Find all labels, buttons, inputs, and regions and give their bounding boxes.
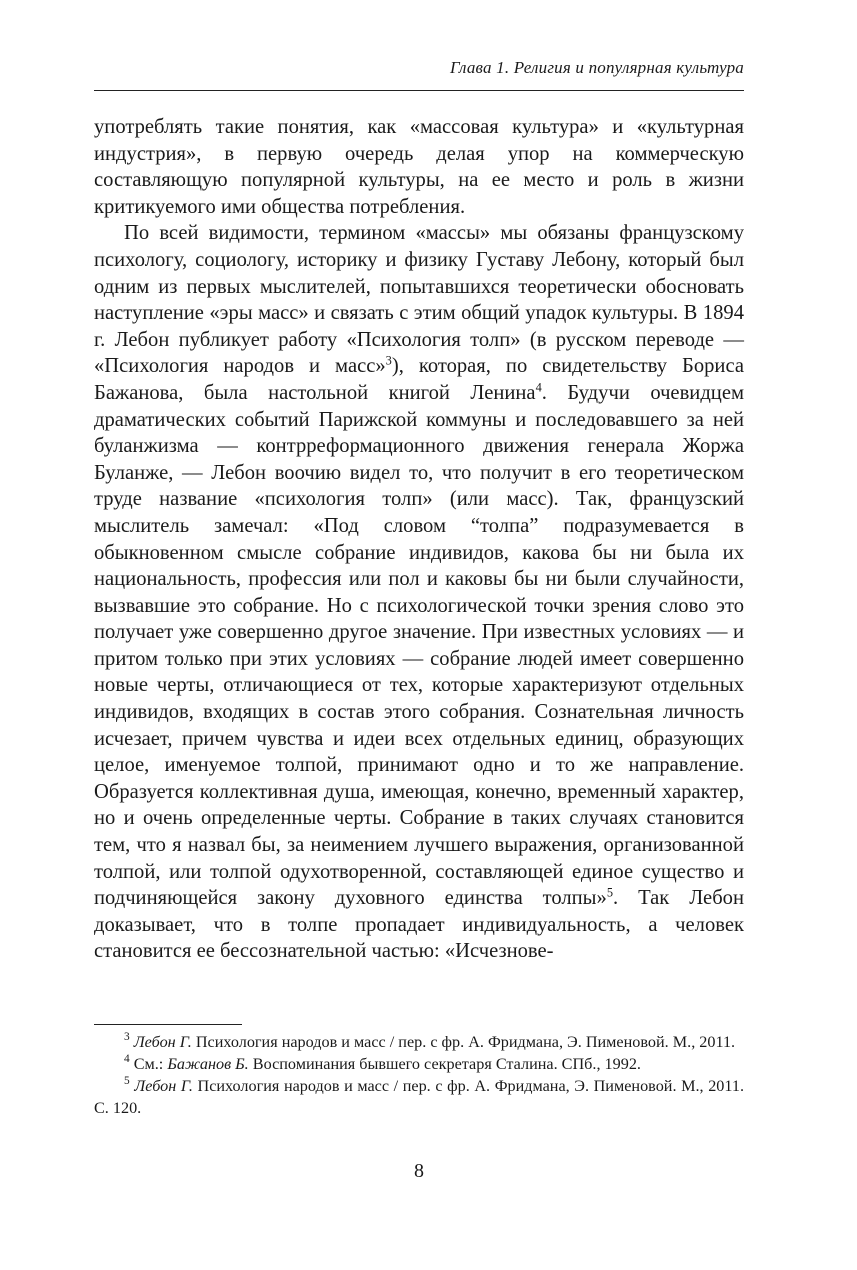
footnote-number: 5: [124, 1075, 130, 1088]
footnote: [94, 1075, 744, 1119]
header-divider: [94, 90, 744, 91]
page-number: 8: [414, 1160, 424, 1182]
footnote-ref: 3: [385, 353, 392, 368]
footnote-number: 3: [124, 1031, 130, 1044]
body-text: [94, 114, 744, 965]
footnote-text: Психология народов и масс / пер. с фр. А. Фридмана, Э. Пименовой. М., 2011.: [191, 1033, 736, 1051]
footnote-divider: [94, 1024, 242, 1025]
footnote-author: Лебон Г.: [134, 1077, 193, 1095]
footnote-author: Бажанов Б.: [167, 1055, 249, 1073]
footnote-text: Воспоминания бывшего секретаря Сталина. СПб., 1992.: [248, 1055, 641, 1073]
footnote: [94, 1053, 744, 1075]
paragraph-text: . Будучи очевидцем драматических событий Парижской коммуны и последовавшего за ней буланжизма — контрреформационного движения генерала Жоржа Буланже, — Лебон воочию видел то, что получит в его теоретическом труде название «психология толп» (или масс). Так, французский мыслитель замечал: «Под словом “толпа” подразумевается в обыкновенном смысле собрание индивидов, какова бы ни была их национальность, профессия или пол и каковы бы ни были случайности, вызвавшие это собрание. Но с психологической точки зрения слово это получает уже совершенно другое значение. При известных условиях — и притом только при этих условиях — собрание людей имеет совершенно новые черты, отличающиеся от тех, которые характеризуют отдельных индивидов, входящих в состав этого собрания. Сознательная личность исчезает, причем чувства и идеи всех отдельных единиц, образующих целое, именуемое толпой, принимают одно и то же направление. Образуется коллективная душа, имеющая, конечно, временный характер, но и очень определенные черты. Собрание в таких случаях становится тем, что я назвал бы, за неимением лучшего выражения, организованной толпой, или толпой одухотворенной, составляющей единое существо и подчиняющейся закону духовного единства толпы»: [94, 381, 744, 910]
paragraph-text: . Так Лебон доказывает, что в толпе пропадает индивидуальность, а человек становится ее бессознательной частью: «Исчезнове-: [94, 887, 744, 963]
paragraph: употреблять такие понятия, как «массовая культура» и «культурная индустрия», в первую очередь делая упор на коммерческую составляющую популярной культуры, на ее место и роль в жизни критикуемого ими общества потребления.: [94, 116, 744, 218]
paragraph: [94, 220, 744, 965]
footnote-ref: 5: [606, 885, 614, 900]
footnotes: [94, 1031, 744, 1119]
paragraph-text: По всей видимости, термином «массы» мы обязаны французскому психологу, социологу, историку и физику Густаву Лебону, который был одним из первых мыслителей, попытавшихся теоретически обосновать наступление «эры масс» и связать с этим общий упадок культуры. В 1894 г. Лебон публикует работу «Психология толп» (в русском переводе — «Психология народов и масс»: [94, 222, 744, 378]
footnote-prefix: См.:: [129, 1055, 168, 1073]
footnote-ref: 4: [535, 380, 542, 395]
footnote: [94, 1031, 744, 1053]
footnote-text: Психология народов и масс / пер. с фр. А. Фридмана, Э. Пименовой. М., 2011. С. 120.: [94, 1077, 745, 1117]
footnote-number: 4: [124, 1053, 130, 1066]
footnote-author: Лебон Г.: [133, 1033, 192, 1051]
paragraph-text: ), которая, по свидетельству Бориса Бажанова, была настольной книгой Ленина: [94, 355, 744, 404]
running-head: Глава 1. Религия и популярная культура: [450, 58, 744, 77]
